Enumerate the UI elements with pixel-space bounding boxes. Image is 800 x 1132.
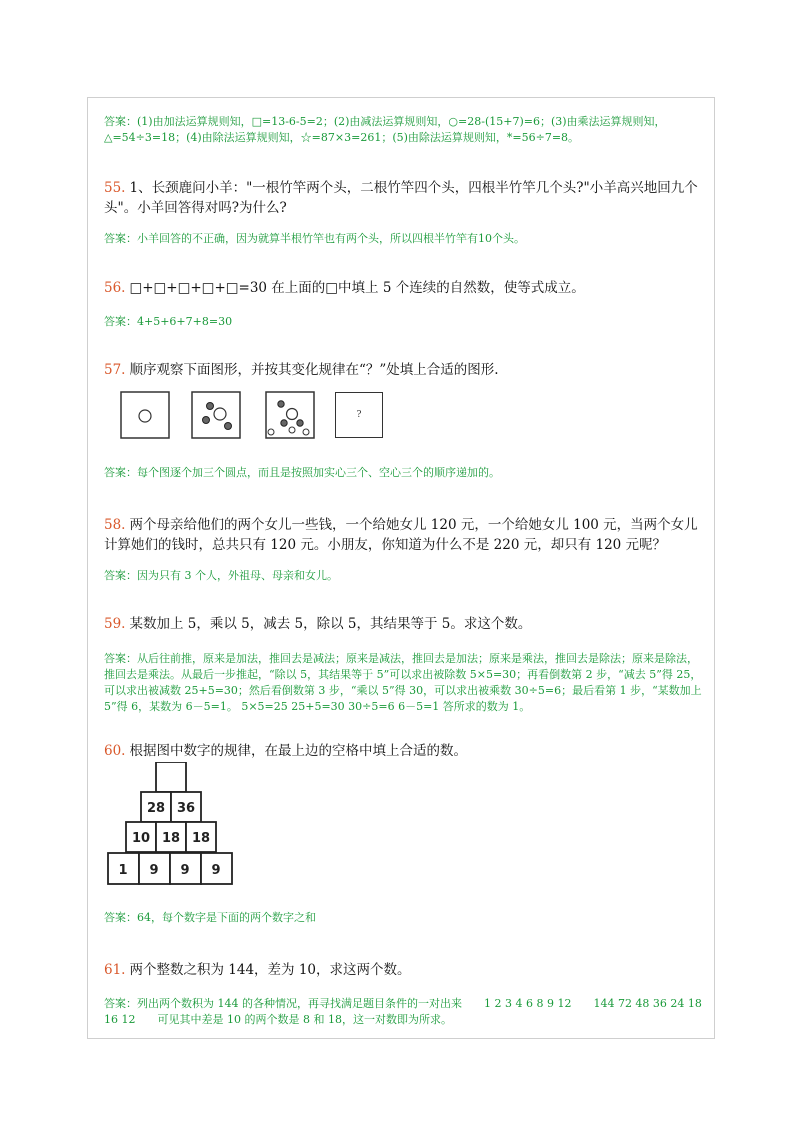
answer-text: 4+5+6+7+8=30 bbox=[137, 315, 233, 328]
answer-label: 答案： bbox=[104, 569, 137, 582]
pyramid-cell: 9 bbox=[180, 863, 190, 878]
question-number: 60. bbox=[104, 743, 126, 759]
question-number: 55. bbox=[104, 180, 126, 196]
answer-text: 64，每个数字是下面的两个数字之和 bbox=[137, 911, 316, 924]
answer-text: 从后往前推，原来是加法，推回去是减法；原来是减法，推回去是加法；原来是乘法，推回去是除法；原来是除法，推回去是乘法。从最后一步推起，“除以 5，其结果等于 5”可以求出被除数 5×5=30；再看倒数第 2 步，“减去 5”得 25，可以求出被减数 25+5=30；然后看倒数第 3 步，“乘以 5”得 30，可以求出被乘数 30÷5=6；最后看第 1 步，“某数加上 5”得 6，某数为 6－5=1。 5×5=25 25+5=30 30÷5=6 6－5=1 答所求的数为 1。 bbox=[104, 652, 702, 713]
answer-61 bbox=[104, 996, 704, 1028]
question-text: 1、长颈鹿问小羊："一根竹竿两个头，二根竹竿四个头，四根半竹竿几个头?"小羊高兴地回九个头"。小羊回答得对吗?为什么? bbox=[104, 180, 698, 216]
figure-1 bbox=[121, 392, 169, 438]
question-text: 两个母亲给他们的两个女儿一些钱，一个给她女儿 120 元，一个给她女儿 100 元，当两个女儿计算她们的钱时，总共只有 120 元。小朋友，你知道为什么不是 220 元，却只有 120 元呢？ bbox=[104, 517, 698, 553]
pyramid-cell: 1 bbox=[118, 863, 128, 878]
answer-label: 答案： bbox=[104, 315, 137, 328]
top-answer bbox=[104, 114, 704, 146]
question-61 bbox=[104, 960, 704, 980]
question-56 bbox=[104, 278, 704, 298]
figure-3 bbox=[266, 392, 314, 438]
question-59 bbox=[104, 614, 704, 634]
question-text: 某数加上 5，乘以 5，减去 5，除以 5，其结果等于 5。求这个数。 bbox=[129, 616, 532, 632]
answer-label: 答案： bbox=[104, 652, 137, 665]
question-text: □+□+□+□+□=30 在上面的□中填上 5 个连续的自然数，使等式成立。 bbox=[129, 280, 585, 296]
answer-label: 答案： bbox=[104, 911, 137, 924]
answer-56 bbox=[104, 314, 704, 330]
pyramid-cell: 18 bbox=[161, 831, 181, 846]
answer-text: (1)由加法运算规则知，□=13-6-5=2；(2)由减法运算规则知，○=28-(15+7)=6；(3)由乘法运算规则知，△=54÷3=18；(4)由除法运算规则知，☆=87×3=261；(5)由除法运算规则知，*=56÷7=8。 bbox=[104, 115, 666, 144]
answer-57 bbox=[104, 465, 704, 481]
answer-55 bbox=[104, 231, 704, 247]
question-number: 61. bbox=[104, 962, 126, 978]
answer-text: 小羊回答的不正确，因为就算半根竹竿也有两个头，所以四根半竹竿有10个头。 bbox=[137, 232, 525, 245]
pyramid-cell: 9 bbox=[211, 863, 221, 878]
answer-60 bbox=[104, 910, 704, 926]
question-57 bbox=[104, 360, 704, 380]
answer-58 bbox=[104, 568, 704, 584]
question-text: 顺序观察下面图形，并按其变化规律在“？”处填上合适的图形. bbox=[129, 362, 499, 378]
pyramid-cell: 18 bbox=[191, 831, 211, 846]
question-number: 56. bbox=[104, 280, 126, 296]
question-55 bbox=[104, 178, 704, 218]
pyramid-top-empty bbox=[156, 762, 186, 792]
question-58 bbox=[104, 515, 704, 555]
answer-text: 每个图逐个加三个圆点，而且是按照加实心三个、空心三个的顺序递加的。 bbox=[137, 466, 500, 479]
answer-label: 答案： bbox=[104, 115, 137, 128]
question-number: 57. bbox=[104, 362, 126, 378]
pyramid-cell: 36 bbox=[176, 801, 196, 816]
figure-4-question-box bbox=[335, 392, 383, 438]
question-number: 59. bbox=[104, 616, 126, 632]
question-mark: ? bbox=[356, 410, 362, 420]
pyramid-cell: 28 bbox=[146, 801, 166, 816]
pyramid-cell: 9 bbox=[149, 863, 159, 878]
answer-59 bbox=[104, 651, 704, 715]
question-text: 根据图中数字的规律，在最上边的空格中填上合适的数。 bbox=[129, 743, 467, 759]
answer-text: 因为只有 3 个人，外祖母、母亲和女儿。 bbox=[137, 569, 338, 582]
question-number: 58. bbox=[104, 517, 126, 533]
answer-label: 答案： bbox=[104, 232, 137, 245]
answer-label: 答案： bbox=[104, 997, 137, 1010]
pattern-figures bbox=[120, 390, 360, 442]
pyramid-cell: 10 bbox=[131, 831, 151, 846]
number-pyramid bbox=[106, 762, 236, 888]
figure-2 bbox=[192, 392, 240, 438]
question-text: 两个整数之积为 144，差为 10，求这两个数。 bbox=[129, 962, 411, 978]
answer-label: 答案： bbox=[104, 466, 137, 479]
question-60 bbox=[104, 741, 704, 761]
answer-text: 列出两个数积为 144 的各种情况，再寻找满足题目条件的一对出来 1 2 3 4 6 8 9 12 144 72 48 36 24 18 16 12 可见其中差是 10 的两个数是 8 和 18，这一对数即为所求。 bbox=[104, 997, 702, 1026]
